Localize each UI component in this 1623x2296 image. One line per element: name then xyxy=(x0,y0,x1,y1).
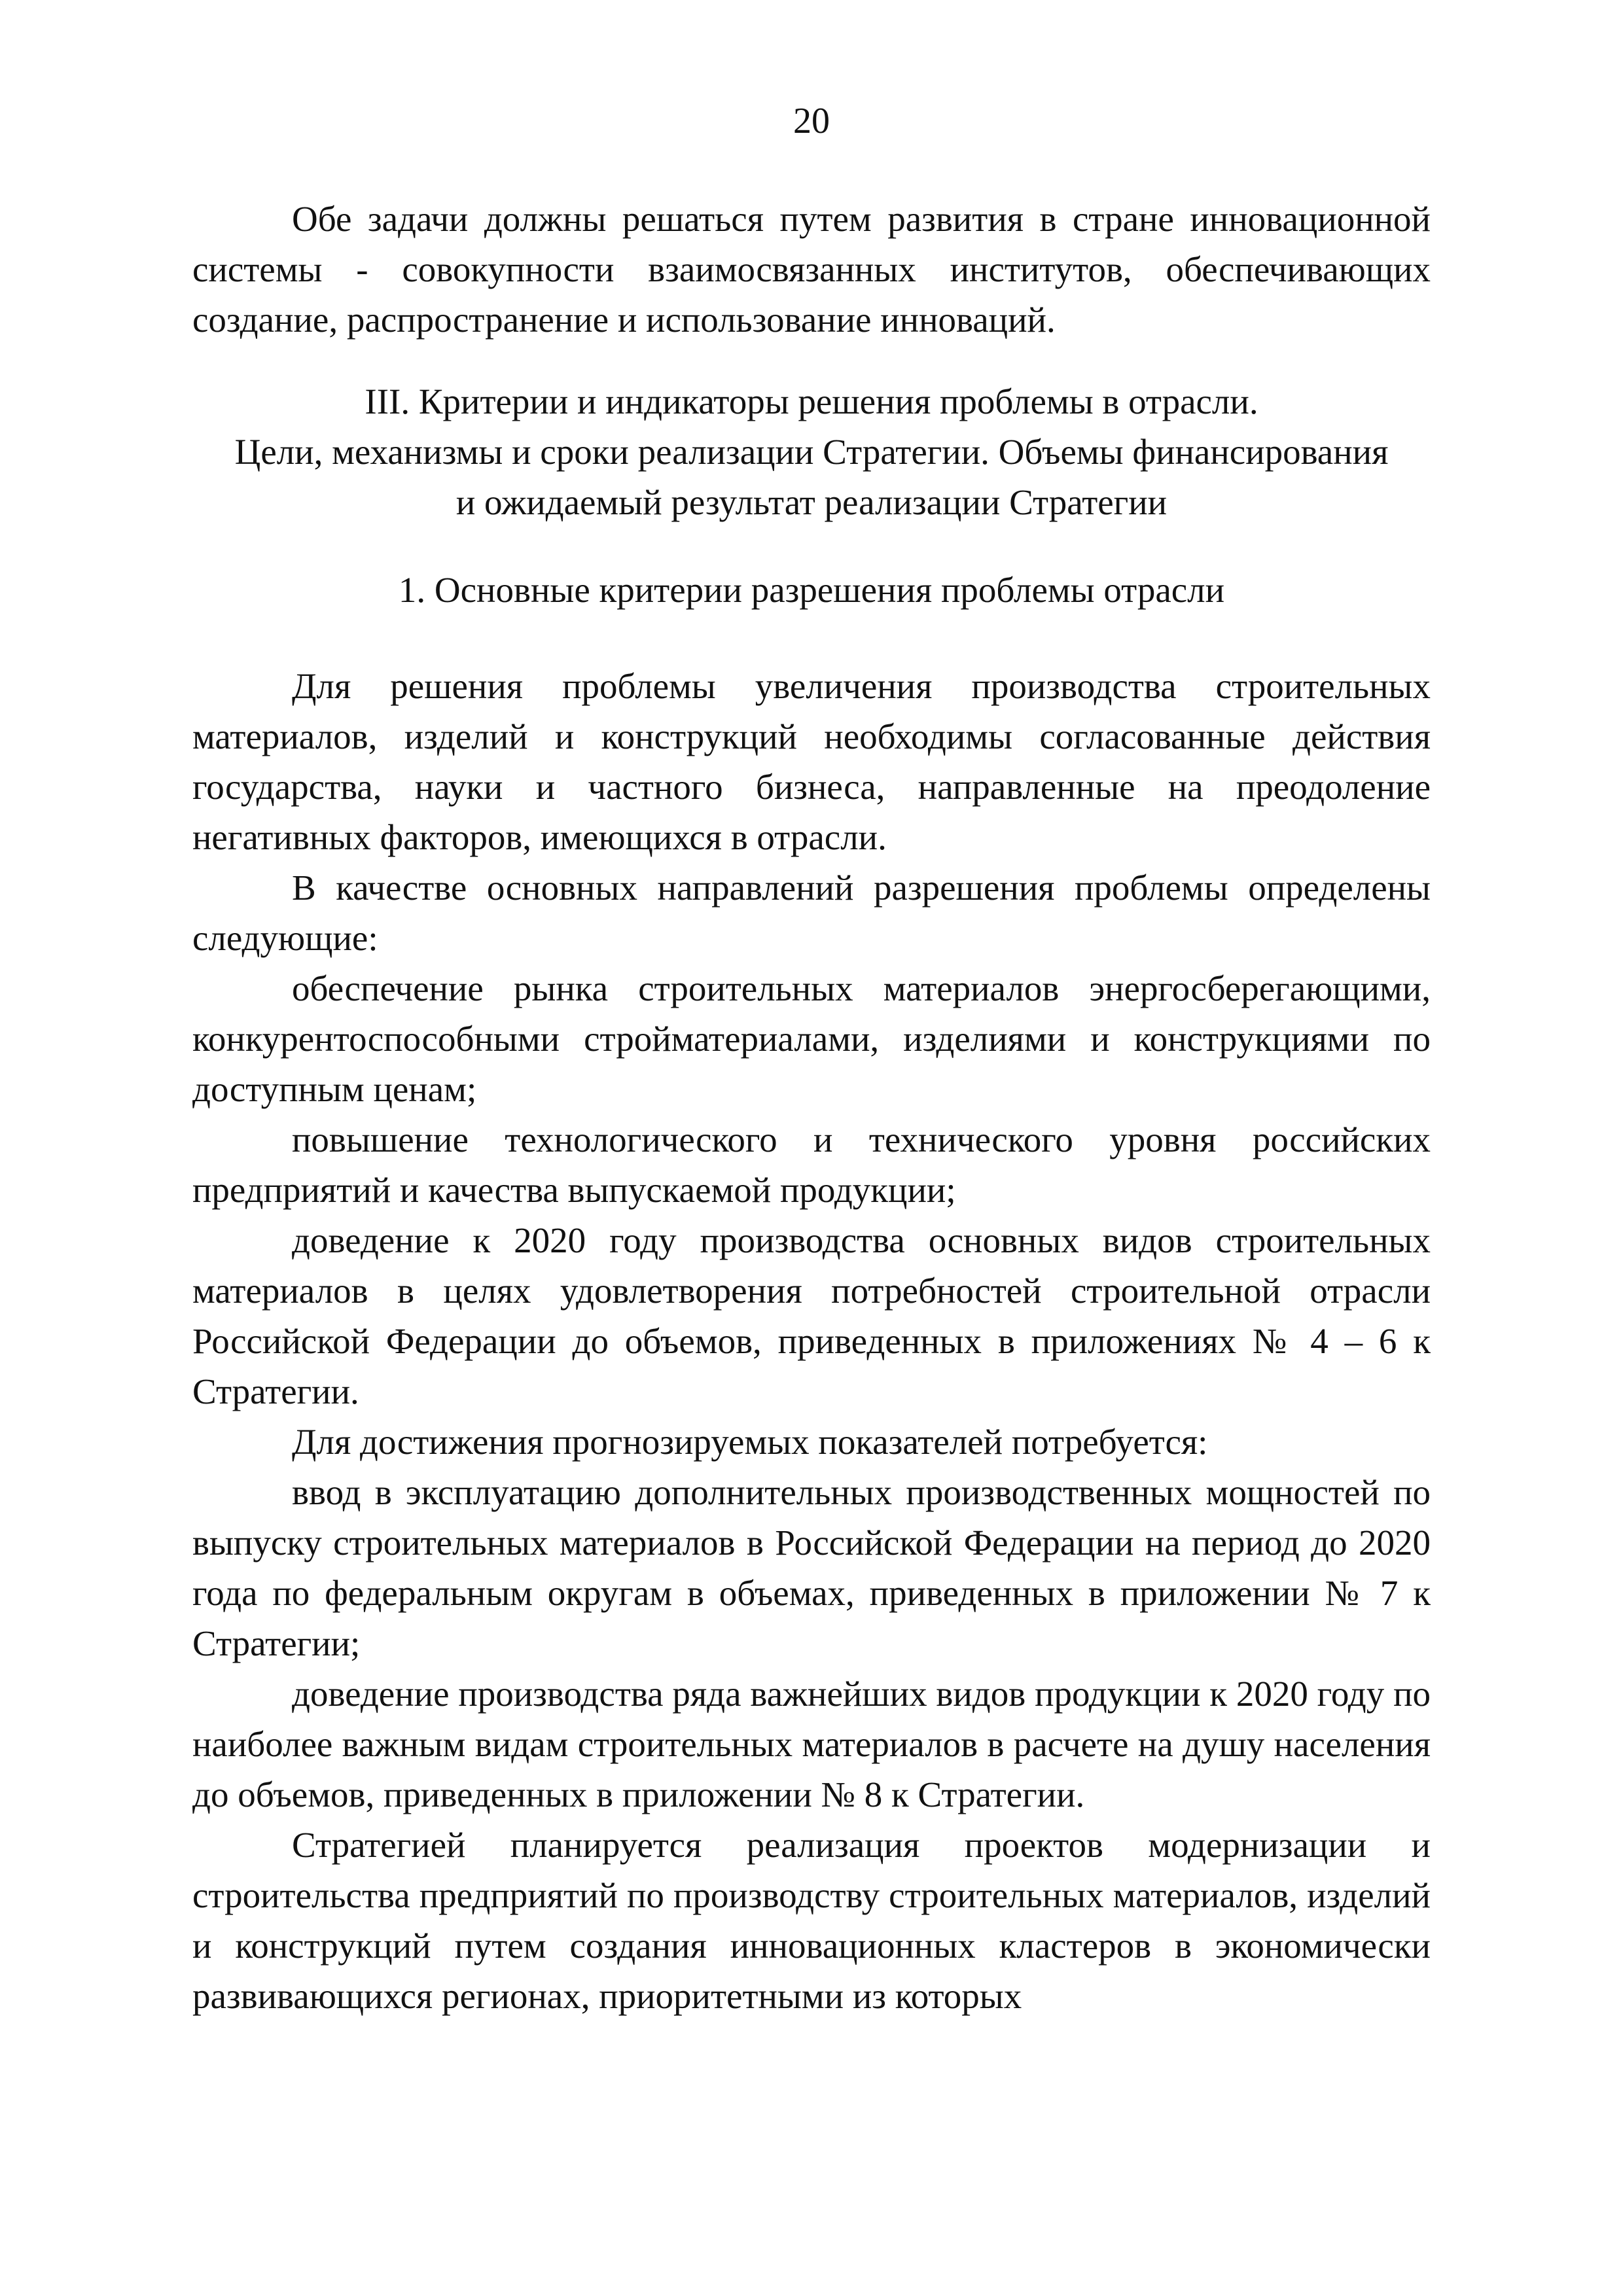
paragraph: доведение производства ряда важнейших видов продукции к 2020 году по наиболее важным видам строительных материалов в расчете на душу населения до объемов, приведенных в приложении № 8 к Стратегии. xyxy=(192,1674,1431,1814)
page-number: 20 xyxy=(793,101,830,141)
paragraph: Стратегией планируется реализация проектов модернизации и строительства предприятий по производству строительных материалов, изделий и конструкций путем создания инновационных кластеров в экономически развивающихся регионах, приоритетными из которых xyxy=(192,1825,1431,2016)
section-heading-line-3: и ожидаемый результат реализации Стратегии xyxy=(455,482,1168,522)
paragraph: доведение к 2020 году производства основных видов строительных материалов в целях удовлетворения потребностей строительной отрасли Российской Федерации до объемов, приведенных в приложениях № 4 – 6 к Стратегии. xyxy=(192,1220,1431,1411)
intro-block xyxy=(192,194,1431,345)
paragraph: ввод в эксплуатацию дополнительных производственных мощностей по выпуску строительных материалов в Российской Федерации на период до 2020 года по федеральным округам в объемах, приведенных в приложении № 7 к Стратегии; xyxy=(192,1472,1431,1663)
section-heading xyxy=(192,376,1431,527)
section-heading-line-2: Цели, механизмы и сроки реализации Стратегии. Объемы финансирования xyxy=(234,432,1389,472)
intro-paragraph: Обе задачи должны решаться путем развития в стране инновационной системы - совокупности взаимосвязанных институтов, обеспечивающих создание, распространение и использование инноваций. xyxy=(192,199,1431,340)
main-text xyxy=(192,661,1431,2021)
paragraph: В качестве основных направлений разрешения проблемы определены следующие: xyxy=(192,868,1431,958)
subsection-heading-block xyxy=(192,565,1431,615)
paragraph: Для решения проблемы увеличения производства строительных материалов, изделий и конструкций необходимы согласованные действия государства, науки и частного бизнеса, направленные на преодоление негативных факторов, имеющихся в отрасли. xyxy=(192,666,1431,857)
subsection-heading: 1. Основные критерии разрешения проблемы отрасли xyxy=(398,570,1225,610)
section-heading-line-1: III. Критерии и индикаторы решения проблемы в отрасли. xyxy=(365,381,1258,421)
paragraph: Для достижения прогнозируемых показателей потребуется: xyxy=(292,1422,1208,1462)
paragraph: повышение технологического и технического уровня российских предприятий и качества выпускаемой продукции; xyxy=(192,1120,1431,1210)
paragraph: обеспечение рынка строительных материалов энергосберегающими, конкурентоспособными стройматериалами, изделиями и конструкциями по доступным ценам; xyxy=(192,968,1431,1109)
